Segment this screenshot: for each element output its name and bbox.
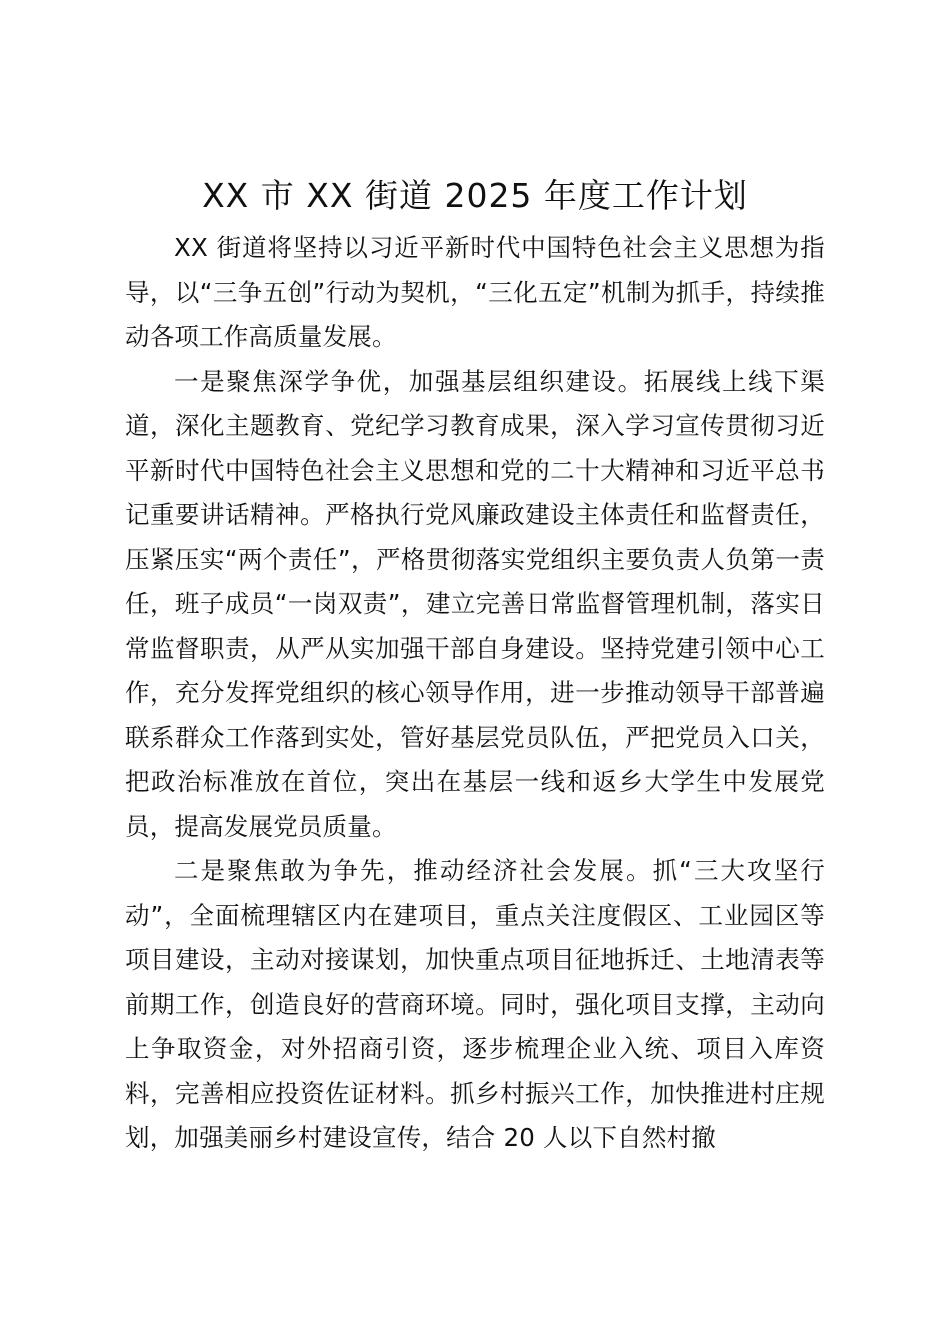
paragraph-organization-building: 一是聚焦深学争优，加强基层组织建设。拓展线上线下渠道，深化主题教育、党纪学习教育成果，深入学习宣传贯彻习近平新时代中国特色社会主义思想和党的二十大精神和习近平总书记重要讲话精神。严格执行党风廉政建设主体责任和监督责任，压紧压实“两个责任”，严格贯彻落实党组织主要负责人负第一责任，班子成员“一岗双责”，建立完善日常监督管理机制，落实日常监督职责，从严从实加强干部自身建设。坚持党建引领中心工作，充分发挥党组织的核心领导作用，进一步推动领导干部普遍联系群众工作落到实处，管好基层党员队伍，严把党员入口关，把政治标准放在首位，突出在基层一线和返乡大学生中发展党员，提高发展党员质量。 [125, 366, 825, 841]
paragraph-intro: XX 街道将坚持以习近平新时代中国特色社会主义思想为指导，以“三争五创”行动为契机，“三化五定”机制为抓手，持续推动各项工作高质量发展。 [125, 233, 825, 351]
document-title: XX 市 XX 街道 2025 年度工作计划 [202, 176, 748, 215]
paragraph-economic-development: 二是聚焦敢为争先，推动经济社会发展。抓“三大攻坚行动”，全面梳理辖区内在建项目，重点关注度假区、工业园区等项目建设，主动对接谋划，加快重点项目征地拆迁、土地清表等前期工作，创造良好的营商环境。同时，强化项目支撑，主动向上争取资金，对外招商引资，逐步梳理企业入统、项目入库资料，完善相应投资佐证材料。抓乡村振兴工作，加快推进村庄规划，加强美丽乡村建设宣传，结合 20 人以下自然村撤 [125, 856, 825, 1152]
document-body [125, 226, 825, 1161]
